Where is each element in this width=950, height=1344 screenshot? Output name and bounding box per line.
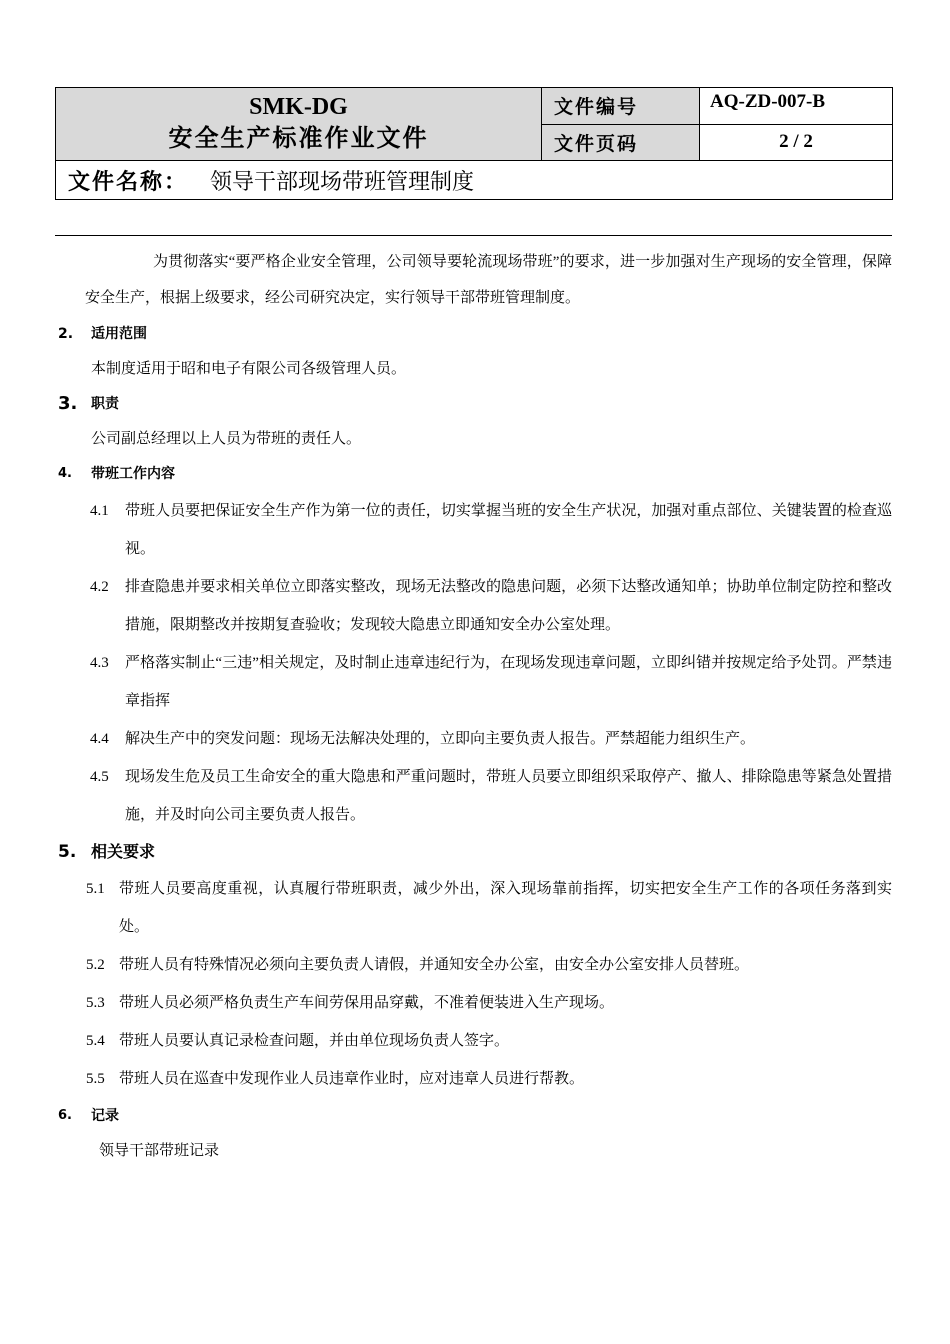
item-number: 4.2 — [90, 579, 109, 595]
section-5-heading — [55, 834, 892, 870]
list-item — [55, 644, 892, 720]
company-subtitle: 安全生产标准作业文件 — [168, 126, 429, 152]
item-text: 排查隐患并要求相关单位立即落实整改，现场无法整改的隐患问题，必须下达整改通知单；协助单位制定防控和整改措施，限期整改并按期复查验收；发现较大隐患立即通知安全办公室处理。 — [125, 579, 892, 633]
doc-name-cell — [56, 161, 893, 200]
item-number: 4.4 — [90, 731, 109, 747]
section-title: 适用范围 — [91, 326, 147, 342]
section-number: 2. — [58, 326, 74, 342]
item-text: 带班人员要把保证安全生产作为第一位的责任，切实掌握当班的安全生产状况，加强对重点部位、关键装置的检查巡视。 — [125, 503, 892, 557]
doc-name-label: 文件名称： — [68, 168, 189, 194]
list-item — [55, 568, 892, 644]
section-number: 4. — [58, 466, 72, 481]
section-2-heading — [55, 316, 892, 352]
section-6-body: 领导干部带班记录 — [99, 1143, 220, 1159]
item-number: 4.3 — [90, 655, 109, 671]
item-text: 带班人员有特殊情况必须向主要负责人请假，并通知安全办公室，由安全办公室安排人员替班。 — [119, 957, 750, 973]
doc-name-value: 领导干部现场带班管理制度 — [210, 169, 475, 195]
section-2-body: 本制度适用于昭和电子有限公司各级管理人员。 — [91, 361, 407, 377]
item-number: 5.5 — [86, 1071, 105, 1087]
section-3-body: 公司副总经理以上人员为带班的责任人。 — [91, 431, 362, 447]
section-3-heading — [55, 386, 892, 422]
section-title: 带班工作内容 — [91, 466, 175, 482]
section-number: 3. — [58, 393, 78, 414]
item-text: 带班人员必须严格负责生产车间劳保用品穿戴，不准着便装进入生产现场。 — [119, 995, 615, 1011]
item-text: 带班人员在巡查中发现作业人员违章作业时，应对违章人员进行帮教。 — [119, 1071, 585, 1087]
item-text: 解决生产中的突发问题：现场无法解决处理的，立即向主要负责人报告。严禁超能力组织生产。 — [125, 731, 756, 747]
list-item — [55, 1022, 892, 1060]
item-number: 4.1 — [90, 503, 109, 519]
company-cell — [56, 88, 542, 161]
item-number: 5.1 — [86, 881, 105, 897]
item-number: 5.3 — [86, 995, 105, 1011]
company-code: SMK-DG — [249, 94, 348, 120]
doc-number-label: 文件编号 — [542, 88, 700, 125]
list-item — [55, 758, 892, 834]
item-text: 带班人员要高度重视，认真履行带班职责，减少外出，深入现场靠前指挥，切实把安全生产工作的各项任务落到实处。 — [119, 881, 892, 935]
intro-paragraph: 为贯彻落实“要严格企业安全管理，公司领导要轮流现场带班”的要求，进一步加强对生产现场的安全管理，保障安全生产，根据上级要求，经公司研究决定，实行领导干部带班管理制度。 — [85, 254, 892, 306]
item-text: 严格落实制止“三违”相关规定，及时制止违章违纪行为，在现场发现违章问题，立即纠错并按规定给予处罚。严禁违章指挥 — [125, 655, 892, 709]
section-title: 相关要求 — [91, 842, 156, 861]
doc-number-value: AQ-ZD-007-B — [700, 88, 893, 125]
doc-page-value: 2 / 2 — [700, 124, 893, 161]
list-item — [55, 1060, 892, 1098]
list-item — [55, 720, 892, 758]
document-body — [55, 244, 892, 1168]
section-number: 6. — [58, 1108, 72, 1123]
list-item — [55, 870, 892, 946]
item-number: 5.2 — [86, 957, 105, 973]
section-6-heading — [55, 1098, 892, 1134]
item-number: 5.4 — [86, 1033, 105, 1049]
document-header-table — [55, 87, 893, 200]
item-number: 4.5 — [90, 769, 109, 785]
list-item — [55, 492, 892, 568]
list-item — [55, 984, 892, 1022]
item-text: 现场发生危及员工生命安全的重大隐患和严重问题时，带班人员要立即组织采取停产、撤人、排除隐患等紧急处置措施，并及时向公司主要负责人报告。 — [125, 769, 892, 823]
section-number: 5. — [58, 842, 77, 862]
section-4-heading — [55, 456, 892, 492]
doc-page-label: 文件页码 — [542, 124, 700, 161]
section-title: 职责 — [91, 396, 119, 412]
section-title: 记录 — [91, 1108, 119, 1124]
item-text: 带班人员要认真记录检查问题，并由单位现场负责人签字。 — [119, 1033, 510, 1049]
list-item — [55, 946, 892, 984]
header-divider — [55, 235, 892, 236]
